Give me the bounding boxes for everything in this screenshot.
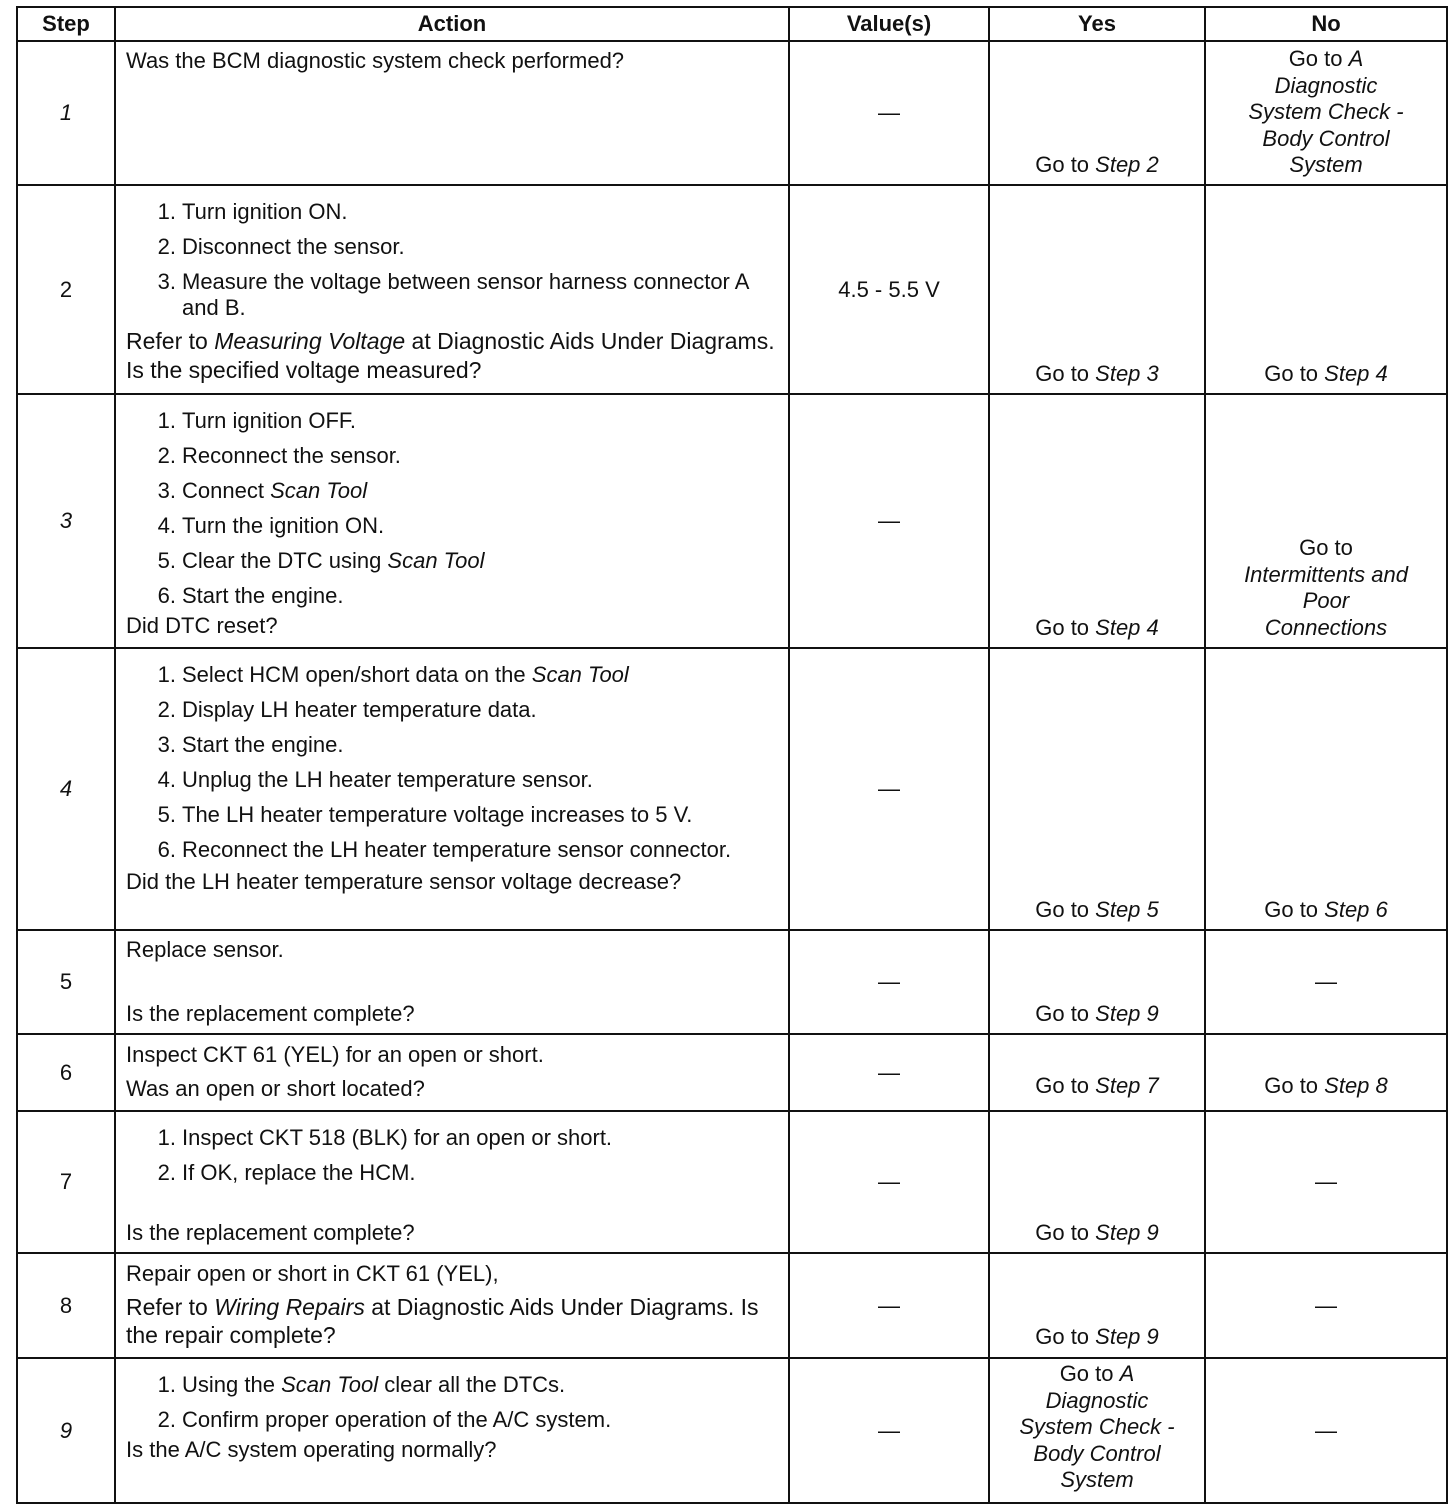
list-item: 1. Turn ignition OFF. [157,408,357,433]
step-link[interactable]: Step 6 [1324,897,1388,922]
list-item: 4. Turn the ignition ON. [157,513,385,538]
no-cell: Go to Intermittents and Poor Connections [1205,394,1447,648]
value-cell: — [789,1034,989,1111]
reference-link[interactable]: Measuring Voltage [214,328,406,354]
no-cell: Go to Step 6 [1205,648,1447,930]
action-cell [115,1358,789,1503]
table-row [17,41,1447,185]
step-number: 1 [17,41,115,185]
procedure-link[interactable]: A [1119,1361,1135,1386]
step-number: 4 [17,648,115,930]
table-row [17,648,1447,930]
step-link[interactable]: Step 3 [1095,361,1159,386]
step-link[interactable]: Step 4 [1324,361,1388,386]
table-row [17,1253,1447,1358]
header-row [17,7,1447,41]
table-row [17,1111,1447,1253]
question-text: Was an open or short located? [126,1076,425,1101]
action-cell: 1. Turn ignition ON. 2. Disconnect the sensor. 3. Measure the voltage between sensor harness connector A and B. Refer to Measuring Voltage at Diagnostic Aids Under Diagrams. Is the specified voltage measured? [115,185,789,394]
list-item: 3. Start the engine. [157,732,344,757]
yes-cell: Go to A Diagnostic System Check - Body Control System [989,1358,1205,1503]
list-item: 2. Confirm proper operation of the A/C system. [157,1407,612,1432]
list-item: 1. Turn ignition ON. [157,199,348,224]
step-link[interactable]: Step 5 [1095,897,1159,922]
value-cell: — [789,394,989,648]
list-item: 1. Using the Scan Tool clear all the DTCs. [157,1372,566,1397]
yes-cell: Go to Step 4 [989,394,1205,648]
header-values: Value(s) [789,7,989,41]
table-row [17,1034,1447,1111]
step-link[interactable]: Step 8 [1324,1073,1388,1098]
value-cell: 4.5 - 5.5 V [789,185,989,394]
value-cell: — [789,648,989,930]
header-no: No [1205,7,1447,41]
step-number: 9 [17,1358,115,1503]
table-row [17,930,1447,1034]
action-cell [115,930,789,1034]
list-item: 5. Clear the DTC using Scan Tool [157,548,485,573]
action-cell: Repair open or short in CKT 61 (YEL), Refer to Wiring Repairs at Diagnostic Aids Under Diagrams. Is the repair complete? [115,1253,789,1358]
list-item: 2. If OK, replace the HCM. [157,1160,416,1185]
yes-cell: Go to Step 7 [989,1034,1205,1111]
step-link[interactable]: Step 9 [1095,1001,1159,1026]
question-text: Did the LH heater temperature sensor voltage decrease? [126,869,682,894]
action-cell [115,648,789,930]
step-number: 5 [17,930,115,1034]
no-cell: — [1205,1111,1447,1253]
step-link[interactable]: Step 2 [1095,152,1159,177]
list-item: 6. Start the engine. [157,583,344,608]
yes-cell: Go to Step 9 [989,1111,1205,1253]
no-cell: Go to Step 8 [1205,1034,1447,1111]
list-item: 2. Reconnect the sensor. [157,443,401,468]
step-number: 6 [17,1034,115,1111]
value-cell: — [789,1111,989,1253]
list-item: 5. The LH heater temperature voltage increases to 5 V. [157,802,693,827]
yes-cell: Go to Step 9 [989,1253,1205,1358]
value-cell: — [789,41,989,185]
no-cell: — [1205,930,1447,1034]
step-link[interactable]: Step 7 [1095,1073,1159,1098]
value-cell: — [789,1358,989,1503]
action-cell [115,394,789,648]
no-cell: — [1205,1358,1447,1503]
reference-link[interactable]: Wiring Repairs [214,1294,365,1320]
action-cell [115,41,789,185]
action-cell [115,1034,789,1111]
procedure-link[interactable]: A [1348,46,1364,71]
yes-cell: Go to Step 5 [989,648,1205,930]
header-action: Action [115,7,789,41]
step-link[interactable]: Step 9 [1095,1220,1159,1245]
step-number: 7 [17,1111,115,1253]
step-number: 2 [17,185,115,394]
step-number: 8 [17,1253,115,1358]
header-step: Step [17,7,115,41]
action-text: Replace sensor. [126,937,284,962]
step-link[interactable]: Step 4 [1095,615,1159,640]
list-item: 3. Measure the voltage between sensor harness connector A and B. [157,269,749,320]
value-cell: — [789,1253,989,1358]
step-link[interactable]: Step 9 [1095,1324,1159,1349]
list-item: 6. Reconnect the LH heater temperature sensor connector. [157,837,732,862]
action-text: Was the BCM diagnostic system check performed? [126,48,625,73]
header-yes: Yes [989,7,1205,41]
table-row [17,185,1447,394]
list-item: 2. Display LH heater temperature data. [157,697,537,722]
list-item: 4. Unplug the LH heater temperature sensor. [157,767,593,792]
action-cell [115,1111,789,1253]
no-cell: — [1205,1253,1447,1358]
action-text: Repair open or short in CKT 61 (YEL), [126,1261,499,1286]
list-item: 1. Select HCM open/short data on the Scan Tool [157,662,629,687]
question-text: Did DTC reset? [126,613,278,638]
no-cell: Go to A Diagnostic System Check - Body Control System [1205,41,1447,185]
list-item: 1. Inspect CKT 518 (BLK) for an open or short. [157,1125,613,1150]
action-text: Inspect CKT 61 (YEL) for an open or short. [126,1042,544,1067]
yes-cell: Go to Step 2 [989,41,1205,185]
yes-cell: Go to Step 9 [989,930,1205,1034]
yes-cell: Go to Step 3 [989,185,1205,394]
value-cell: — [789,930,989,1034]
step-number: 3 [17,394,115,648]
question-text: Is the replacement complete? [126,1220,415,1245]
question-text: Is the A/C system operating normally? [126,1437,497,1462]
procedure-link[interactable]: Intermittents and [1244,561,1408,587]
list-item: 2. Disconnect the sensor. [157,234,405,259]
diagnostic-table [16,6,1448,1504]
no-cell: Go to Step 4 [1205,185,1447,394]
table-row [17,394,1447,648]
list-item: 3. Connect Scan Tool [157,478,368,503]
question-text: Is the replacement complete? [126,1001,415,1026]
table-row [17,1358,1447,1503]
